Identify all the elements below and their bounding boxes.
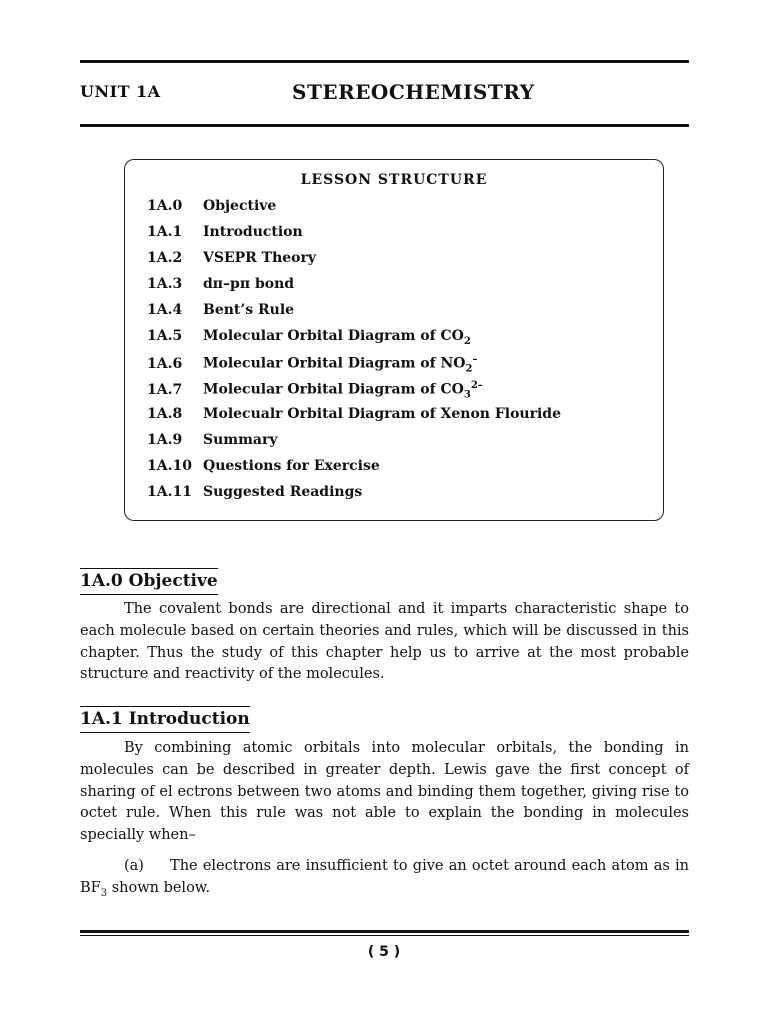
toc-item bbox=[147, 380, 483, 400]
introduction-paragraph bbox=[80, 738, 689, 847]
toc-number: 1A.8 bbox=[147, 406, 183, 422]
lesson-structure-box bbox=[124, 159, 664, 521]
toc-item bbox=[147, 224, 303, 240]
toc-number: 1A.7 bbox=[147, 381, 183, 398]
toc-title: Objective bbox=[203, 198, 277, 214]
toc-item bbox=[147, 354, 477, 374]
page-number: ( 5 ) bbox=[367, 944, 401, 960]
toc-number: 1A.5 bbox=[147, 328, 183, 344]
toc-item bbox=[147, 484, 362, 500]
toc-number: 1A.11 bbox=[147, 484, 192, 500]
toc-number: 1A.3 bbox=[147, 276, 183, 292]
toc-number: 1A.6 bbox=[147, 355, 183, 372]
toc-title: Summary bbox=[203, 432, 278, 448]
objective-heading: 1A.0 Objective bbox=[80, 568, 218, 595]
toc-title: Molecular Orbital Diagram of $NO_2^-$ bbox=[203, 354, 478, 375]
objective-text: The covalent bonds are directional and it imparts characteristic shape to each molecule based on certain theories and rules, which will be discussed in this chapter. Thus the study of this chapter help us to arrive at the most probable structure and reactivity of the molecules. bbox=[80, 601, 689, 683]
footer-rule-thin bbox=[80, 935, 689, 936]
toc-title: Bent’s Rule bbox=[203, 302, 295, 318]
introduction-text: By combining atomic orbitals into molecular orbitals, the bonding in molecules can be described in greater depth. Lewis gave the first concept of sharing of el ectrons between two atoms and binding them together, giving rise to octet rule. When this rule was not able to explain the bonding in molecules specially when– bbox=[80, 740, 689, 844]
toc-item bbox=[147, 250, 316, 266]
toc-number: 1A.1 bbox=[147, 224, 183, 240]
header-rule bbox=[80, 124, 689, 127]
toc-title: Molecular Orbital Diagram of $CO_2$ bbox=[203, 328, 471, 347]
objective-paragraph bbox=[80, 599, 689, 686]
toc-item bbox=[147, 276, 294, 292]
point-text: The electrons are insufficient to give an octet around each atom as in BF bbox=[80, 858, 689, 896]
toc-title: Suggested Readings bbox=[203, 484, 363, 500]
unit-label: UNIT 1A bbox=[80, 82, 161, 101]
toc-item bbox=[147, 406, 561, 422]
toc-title: VSEPR Theory bbox=[203, 250, 317, 266]
introduction-heading: 1A.1 Introduction bbox=[80, 706, 250, 733]
toc-title: Molecular Orbital Diagram of $CO_3^{2-}$ bbox=[203, 380, 483, 401]
toc-title: Molecualr Orbital Diagram of Xenon Flouride bbox=[203, 406, 562, 422]
toc-item bbox=[147, 432, 278, 448]
lesson-structure-heading: LESSON STRUCTURE bbox=[300, 172, 488, 188]
toc-number: 1A.2 bbox=[147, 250, 183, 266]
toc-number: 1A.9 bbox=[147, 432, 183, 448]
introduction-point-a: (a) The electrons are insufficient to give an octet around each atom as in $BF_3$ shown below. bbox=[80, 858, 689, 899]
toc-number: 1A.4 bbox=[147, 302, 183, 318]
toc-title: Introduction bbox=[203, 224, 303, 240]
page-title: STEREOCHEMISTRY bbox=[292, 80, 535, 104]
point-label: (a) bbox=[124, 858, 144, 874]
footer-rule bbox=[80, 930, 689, 933]
top-rule bbox=[80, 60, 689, 63]
toc-item bbox=[147, 302, 294, 318]
toc-item bbox=[147, 198, 276, 214]
toc-item bbox=[147, 458, 380, 474]
toc-title: dπ–pπ bond bbox=[203, 276, 295, 292]
toc-number: 1A.0 bbox=[147, 198, 183, 214]
toc-item bbox=[147, 328, 471, 347]
toc-number: 1A.10 bbox=[147, 458, 192, 474]
toc-title: Questions for Exercise bbox=[203, 458, 380, 474]
